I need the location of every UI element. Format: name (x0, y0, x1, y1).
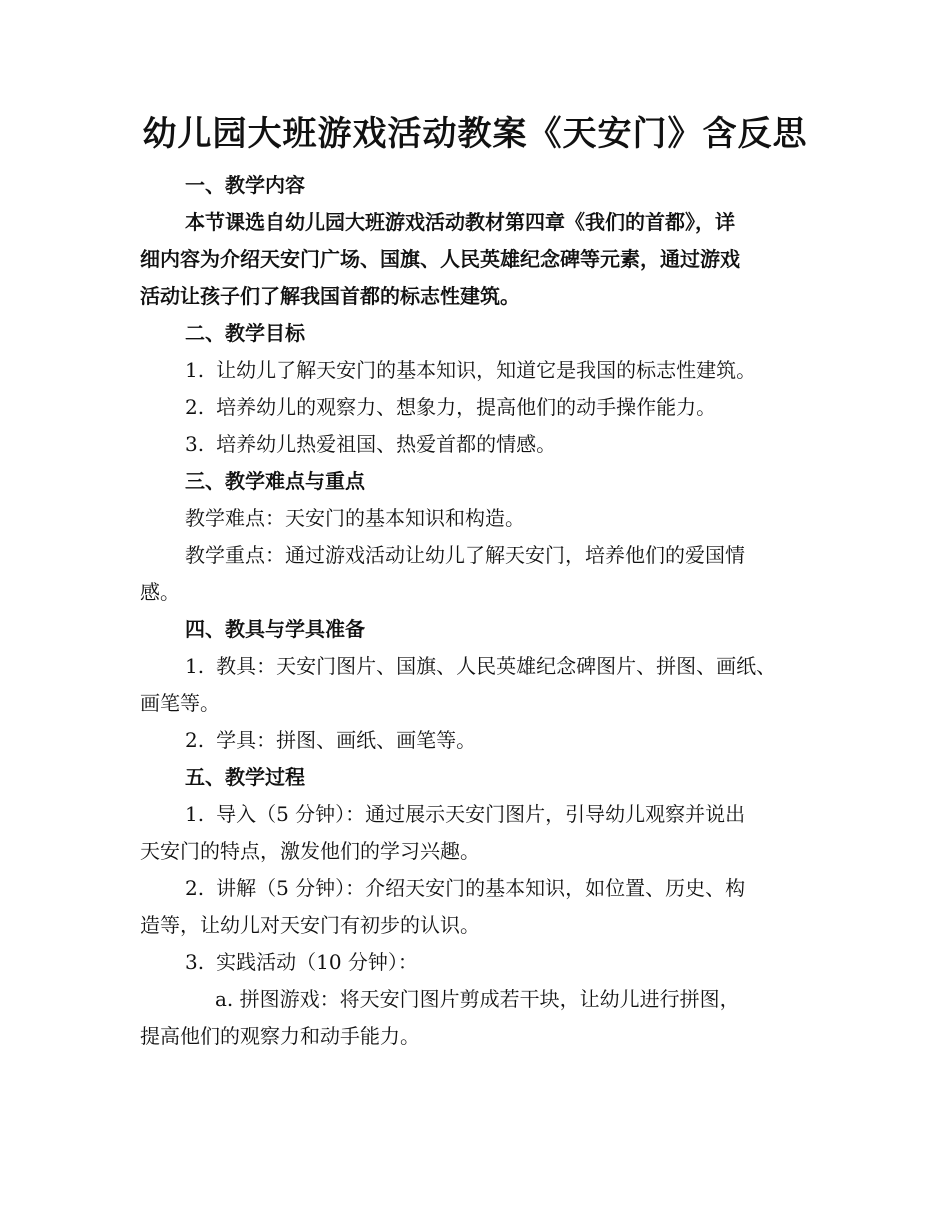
focus-paragraph (140, 537, 816, 611)
item-text: 学具：拼图、画纸、画笔等。 (216, 728, 477, 752)
section-heading-content: 一、教学内容 (185, 173, 305, 197)
section-heading-process: 五、教学过程 (185, 765, 305, 789)
process-substep (140, 981, 816, 1055)
goal-number: 3. (185, 432, 205, 456)
goal-item (140, 389, 816, 426)
document-title: 幼儿园大班游戏活动教案《天安门》含反思 (142, 114, 808, 154)
goal-item (140, 352, 816, 389)
item-text: 教具：天安门图片、国旗、人民英雄纪念碑图片、拼图、画纸、 (216, 654, 777, 678)
goal-number: 2. (185, 395, 205, 419)
process-step (140, 870, 816, 944)
paragraph-line: 天安门的特点，激发他们的学习兴趣。 (140, 839, 480, 863)
paragraph-line: 感。 (140, 580, 180, 604)
section-content-paragraph (140, 204, 816, 315)
goal-item (140, 426, 816, 463)
paragraph-line: 造等，让幼儿对天安门有初步的认识。 (140, 913, 480, 937)
paragraph-line: 提高他们的观察力和动手能力。 (140, 1024, 420, 1048)
difficulty-text: 教学难点：天安门的基本知识和构造。 (185, 506, 525, 530)
paragraph-line: a. 拼图游戏：将天安门图片剪成若干块，让幼儿进行拼图， (215, 987, 740, 1011)
paragraph-line: 活动让孩子们了解我国首都的标志性建筑。 (140, 284, 520, 308)
item-number: 1. (185, 654, 205, 678)
step-number: 2. (185, 876, 205, 900)
paragraph-line (140, 648, 816, 685)
goal-text: 让幼儿了解天安门的基本知识，知道它是我国的标志性建筑。 (216, 358, 757, 382)
paragraph-line (140, 870, 816, 907)
step-number: 1. (185, 802, 205, 826)
process-step (140, 796, 816, 870)
materials-item (140, 648, 816, 722)
goal-text: 培养幼儿的观察力、想象力，提高他们的动手操作能力。 (216, 395, 717, 419)
step-text: 导入（5 分钟）：通过展示天安门图片，引导幼儿观察并说出 (216, 802, 746, 826)
goal-text: 培养幼儿热爱祖国、热爱首都的情感。 (216, 432, 557, 456)
step-number: 3. (185, 950, 205, 974)
step-text: 讲解（5 分钟）：介绍天安门的基本知识，如位置、历史、构 (216, 876, 746, 900)
process-step (140, 944, 816, 981)
paragraph-line: 教学重点：通过游戏活动让幼儿了解天安门，培养他们的爱国情 (185, 543, 745, 567)
paragraph-line: 画笔等。 (140, 691, 220, 715)
paragraph-line: 细内容为介绍天安门广场、国旗、人民英雄纪念碑等元素，通过游戏 (140, 247, 740, 271)
paragraph-line: 本节课选自幼儿园大班游戏活动教材第四章《我们的首都》，详 (185, 210, 735, 234)
materials-item (140, 722, 816, 759)
goal-number: 1. (185, 358, 205, 382)
document-body (140, 167, 816, 1055)
section-heading-key-points: 三、教学难点与重点 (185, 469, 365, 493)
paragraph-line (140, 796, 816, 833)
section-heading-materials: 四、教具与学具准备 (185, 617, 365, 641)
item-number: 2. (185, 728, 205, 752)
step-text: 实践活动（10 分钟）： (216, 950, 418, 974)
section-heading-goals: 二、教学目标 (185, 321, 305, 345)
